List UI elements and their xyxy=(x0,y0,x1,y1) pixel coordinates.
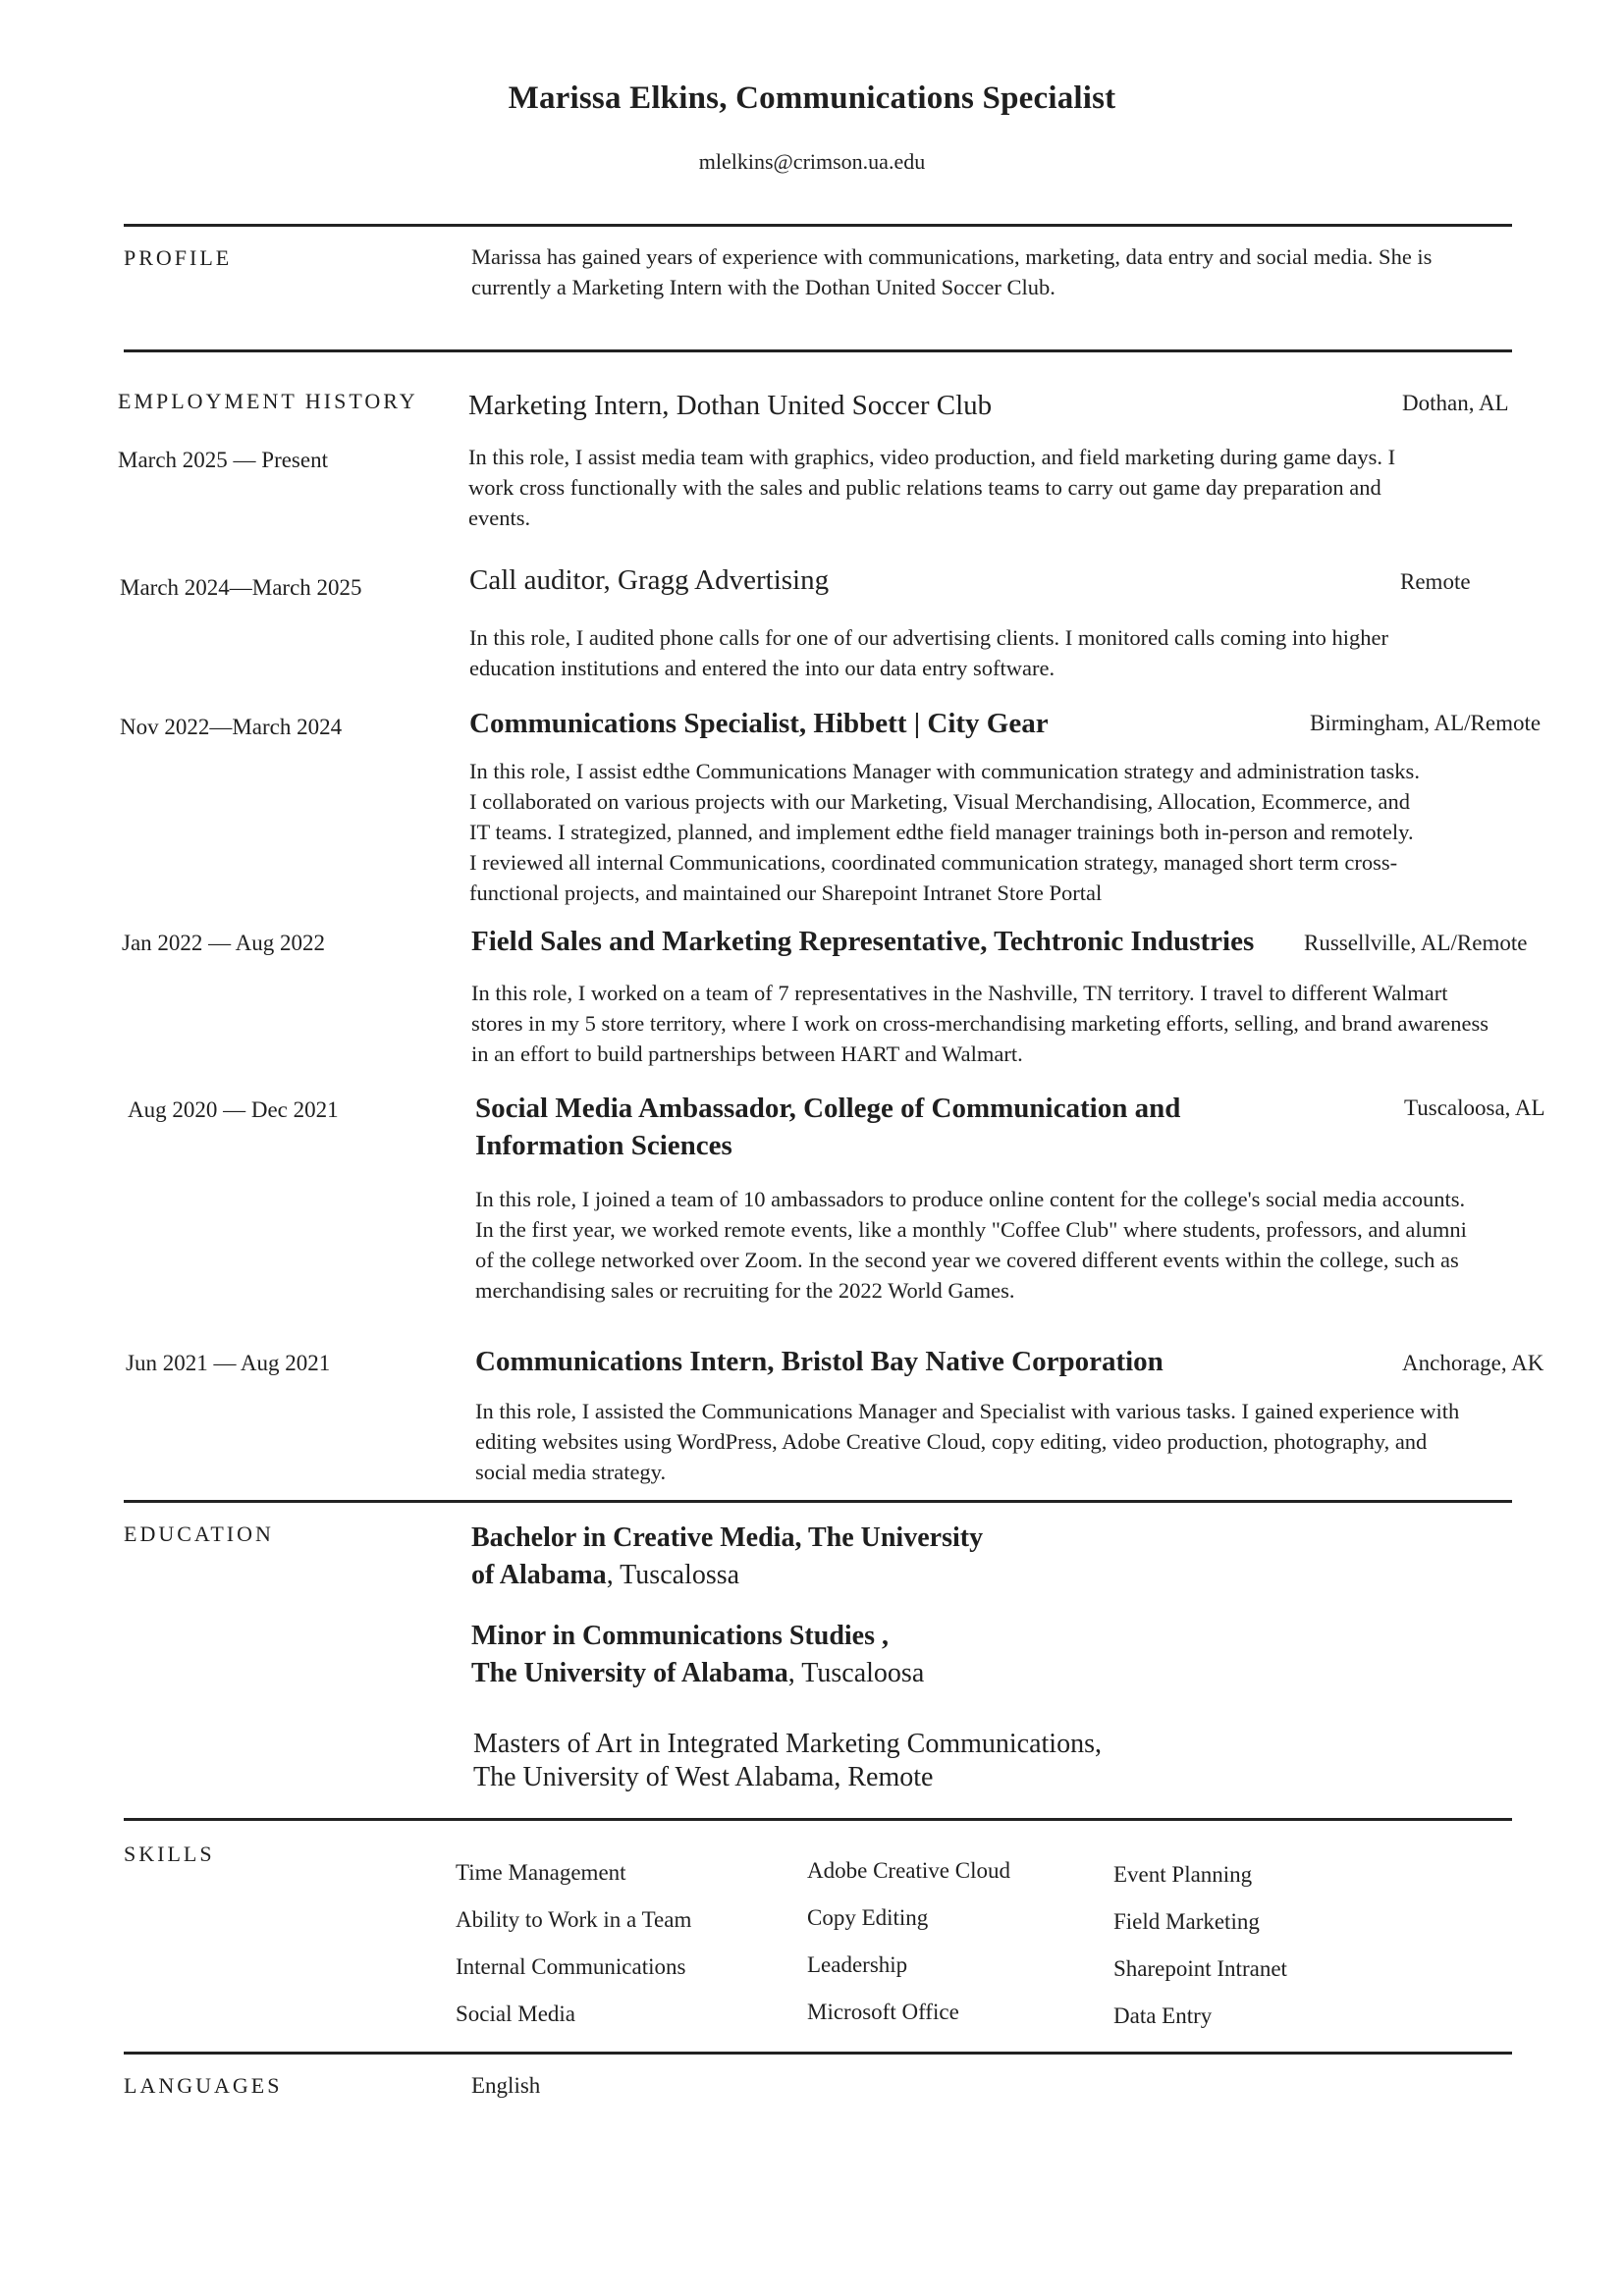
skill-item: Field Marketing xyxy=(1113,1909,1260,1934)
job-location: Dothan, AL xyxy=(1402,391,1509,415)
employment-heading: EMPLOYMENT HISTORY xyxy=(118,389,418,413)
education-institution xyxy=(471,1557,983,1594)
education-school: of Alabama xyxy=(471,1560,607,1590)
job-title: Field Sales and Marketing Representative, Techtronic Industries xyxy=(471,926,1255,957)
job-description-line: In this role, I worked on a team of 7 representatives in the Nashville, TN territory. I travel to different Walmart xyxy=(471,981,1448,1005)
job-description-line: I collaborated on various projects with our Marketing, Visual Merchandising, Allocation, Ecommerce, and xyxy=(469,789,1410,814)
job-location: Remote xyxy=(1400,569,1471,594)
languages-heading: LANGUAGES xyxy=(124,2073,283,2098)
job-description-line: In the first year, we worked remote events, like a monthly "Coffee Club" where students, professors, and alumni xyxy=(475,1217,1467,1242)
skill-item: Sharepoint Intranet xyxy=(1113,1956,1287,1981)
section-divider xyxy=(124,2052,1512,2055)
job-description xyxy=(468,442,1395,533)
email-address: mlelkins@crimson.ua.edu xyxy=(698,149,926,174)
skill-item: Copy Editing xyxy=(807,1905,929,1930)
resume-name-title: Marissa Elkins, Communications Specialist xyxy=(508,80,1116,116)
job-description xyxy=(471,978,1489,1069)
profile-text-line: currently a Marketing Intern with the Dothan United Soccer Club. xyxy=(471,275,1056,299)
education-item xyxy=(471,1618,924,1692)
job-description xyxy=(475,1396,1459,1487)
profile-text-line: Marissa has gained years of experience with communications, marketing, data entry and social media. She is xyxy=(471,244,1433,269)
section-divider xyxy=(124,349,1512,352)
job-location: Tuscaloosa, AL xyxy=(1404,1095,1545,1120)
education-degree: Masters of Art in Integrated Marketing Communications, xyxy=(473,1729,1102,1759)
education-degree: Bachelor in Creative Media, The University xyxy=(471,1522,984,1553)
job-description-line: education institutions and entered the into our data entry software. xyxy=(469,656,1056,680)
job-description-line: stores in my 5 store territory, where I work on cross-merchandising marketing efforts, selling, and brand awareness xyxy=(471,1011,1489,1036)
job-dates: Nov 2022—March 2024 xyxy=(120,715,343,739)
section-divider xyxy=(124,224,1512,227)
skill-item: Ability to Work in a Team xyxy=(456,1907,692,1932)
job-description-line: In this role, I joined a team of 10 ambassadors to produce online content for the college's social media accounts. xyxy=(475,1187,1466,1211)
job-description-line: In this role, I assist edthe Communications Manager with communication strategy and administration tasks. xyxy=(469,759,1420,783)
skills-heading: SKILLS xyxy=(124,1842,215,1866)
job-location: Russellville, AL/Remote xyxy=(1304,931,1528,955)
job-title: Communications Intern, Bristol Bay Native Corporation xyxy=(475,1346,1164,1377)
job-dates: Jun 2021 — Aug 2021 xyxy=(126,1351,331,1375)
job-description xyxy=(469,622,1388,683)
skills-column xyxy=(456,1849,691,2038)
job-location: Birmingham, AL/Remote xyxy=(1310,711,1542,735)
job-description-line: In this role, I assist media team with graphics, video production, and field marketing during game days. I xyxy=(468,445,1396,469)
job-title xyxy=(468,387,992,424)
section-divider xyxy=(124,1500,1512,1503)
job-description-line: of the college networked over Zoom. In the second year we covered different events within the college, such as xyxy=(475,1248,1459,1272)
job-role: Marketing Intern xyxy=(468,390,663,421)
job-location: Anchorage, AK xyxy=(1402,1351,1544,1375)
skills-column xyxy=(1113,1851,1287,2040)
profile-heading: PROFILE xyxy=(124,245,233,270)
skill-item: Leadership xyxy=(807,1952,908,1977)
job-description xyxy=(475,1184,1467,1306)
job-dates: March 2024—March 2025 xyxy=(120,575,362,600)
job-dates: Jan 2022 — Aug 2022 xyxy=(122,931,325,955)
job-description-line: In this role, I assisted the Communications Manager and Specialist with various tasks. I gained experience with xyxy=(475,1399,1460,1423)
education-city: , Tuscaloosa xyxy=(787,1658,925,1688)
job-title-line: Social Media Ambassador, College of Communication and xyxy=(475,1093,1181,1124)
skill-item: Time Management xyxy=(456,1860,626,1885)
job-description-line: editing websites using WordPress, Adobe Creative Cloud, copy editing, video production, photography, and xyxy=(475,1429,1428,1454)
job-description-line: events. xyxy=(468,506,531,530)
education-institution xyxy=(471,1655,924,1692)
job-description-line: merchandising sales or recruiting for the 2022 World Games. xyxy=(475,1278,1015,1303)
skill-item: Event Planning xyxy=(1113,1862,1253,1887)
job-title-line: Information Sciences xyxy=(475,1130,732,1161)
education-heading: EDUCATION xyxy=(124,1522,274,1546)
job-title: Communications Specialist, Hibbett | City Gear xyxy=(469,708,1049,739)
job-description-line: functional projects, and maintained our Sharepoint Intranet Store Portal xyxy=(469,881,1103,905)
job-description-line: I reviewed all internal Communications, coordinated communication strategy, managed short term cross- xyxy=(469,850,1398,875)
job-dates: Aug 2020 — Dec 2021 xyxy=(128,1097,339,1122)
education-city: , Tuscalossa xyxy=(606,1560,740,1590)
education-item xyxy=(473,1728,1102,1794)
language-item: English xyxy=(471,2073,541,2098)
job-description xyxy=(469,756,1420,908)
education-institution xyxy=(473,1761,1102,1794)
job-title: Call auditor, Gragg Advertising xyxy=(469,564,830,596)
job-employer: , Dothan United Soccer Club xyxy=(662,390,993,421)
education-school: The University of Alabama xyxy=(471,1658,788,1688)
job-description-line: in an effort to build partnerships between HART and Walmart. xyxy=(471,1041,1023,1066)
education-item xyxy=(471,1520,983,1594)
skill-item: Social Media xyxy=(456,2002,575,2026)
profile-text xyxy=(471,241,1432,302)
job-description-line: social media strategy. xyxy=(475,1460,667,1484)
job-description-line: In this role, I audited phone calls for one of our advertising clients. I monitored calls coming into higher xyxy=(469,625,1389,650)
job-description-line: work cross functionally with the sales and public relations teams to carry out game day preparation and xyxy=(468,475,1381,500)
skill-item: Internal Communications xyxy=(456,1954,686,1979)
skill-item: Microsoft Office xyxy=(807,2000,959,2024)
job-dates: March 2025 — Present xyxy=(118,448,328,472)
job-title xyxy=(475,1090,1180,1164)
section-divider xyxy=(124,1818,1512,1821)
skill-item: Adobe Creative Cloud xyxy=(807,1858,1010,1883)
skills-column xyxy=(807,1847,1010,2036)
education-degree: Minor in Communications Studies , xyxy=(471,1621,889,1651)
skill-item: Data Entry xyxy=(1113,2003,1213,2028)
education-city: The University of West Alabama, Remote xyxy=(473,1762,934,1792)
job-description-line: IT teams. I strategized, planned, and implement edthe field manager trainings both in-person and remotely. xyxy=(469,820,1414,844)
